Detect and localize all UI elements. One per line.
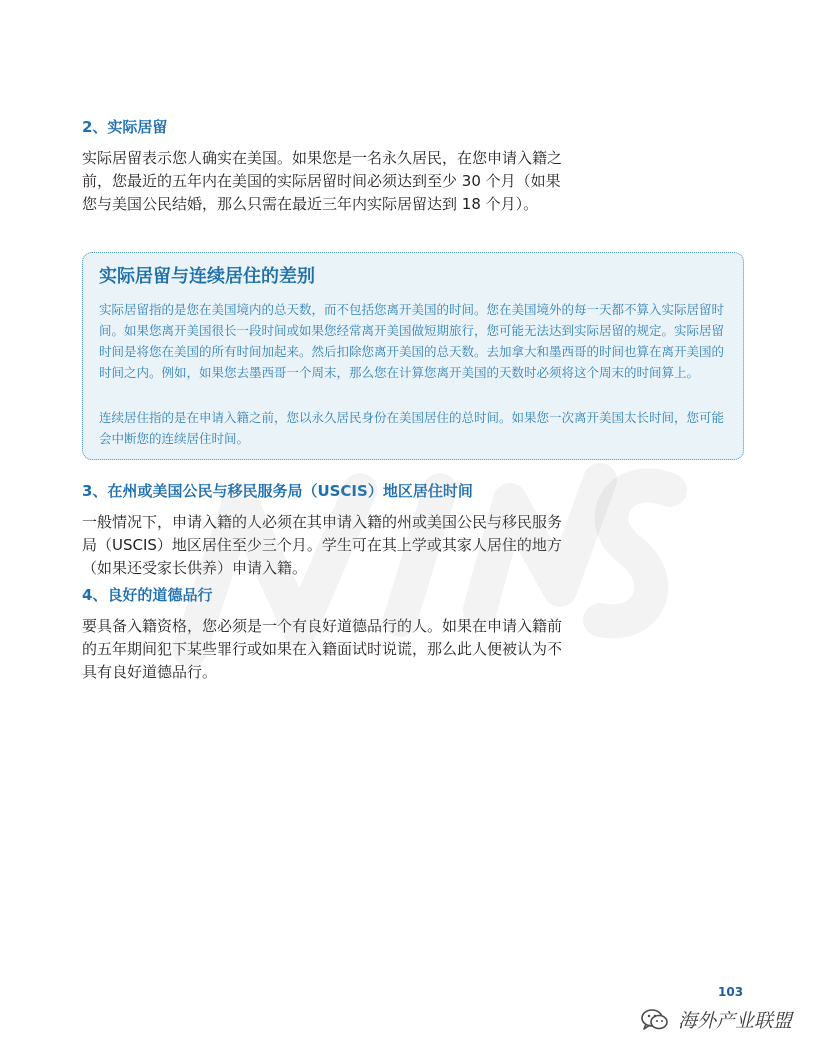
info-box	[82, 252, 744, 460]
section-2-heading: 2、实际居留	[82, 118, 168, 136]
footer-brand-name: 海外产业联盟	[678, 1010, 793, 1032]
section-2-body: 实际居留表示您人确实在美国。如果您是一名永久居民，在您申请入籍之前，您最近的五年内在美国的实际居留时间必须达到至少 30 个月（如果您与美国公民结婚，那么只需在最近三年内实际居留达到 18 个月）。	[82, 149, 563, 213]
section-4-body: 要具备入籍资格，您必须是一个有良好道德品行的人。如果在申请入籍前的五年期间犯下某些罪行或如果在入籍面试时说谎，那么此人便被认为不具有良好道德品行。	[82, 617, 563, 681]
page-number: 103	[718, 985, 744, 999]
footer-brand	[640, 1006, 792, 1033]
info-box-title: 实际居留与连续居住的差别	[99, 266, 315, 287]
section-3-body: 一般情况下，申请入籍的人必须在其申请入籍的州或美国公民与移民服务局（USCIS）地区居住至少三个月。学生可在其上学或其家人居住的地方（如果还受家长供养）申请入籍。	[82, 513, 563, 577]
info-box-paragraph-1: 实际居留指的是您在美国境内的总天数，而不包括您离开美国的时间。您在美国境外的每一天都不算入实际居留时间。如果您离开美国很长一段时间或如果您经常离开美国做短期旅行，您可能无法达到实际居留的规定。实际居留时间是将您在美国的所有时间加起来。然后扣除您离开美国的总天数。去加拿大和墨西哥的时间也算在离开美国的时间之内。例如，如果您去墨西哥一个周末，那么您在计算您离开美国的天数时必须将这个周末的时间算上。	[99, 302, 725, 380]
section-3-heading: 3、在州或美国公民与移民服务局（USCIS）地区居住时间	[82, 482, 473, 500]
section-4-heading: 4、良好的道德品行	[82, 586, 213, 604]
info-box-paragraph-2: 连续居住指的是在申请入籍之前，您以永久居民身份在美国居住的总时间。如果您一次离开美国太长时间，您可能会中断您的连续居住时间。	[99, 410, 725, 446]
wechat-icon	[640, 1007, 670, 1033]
